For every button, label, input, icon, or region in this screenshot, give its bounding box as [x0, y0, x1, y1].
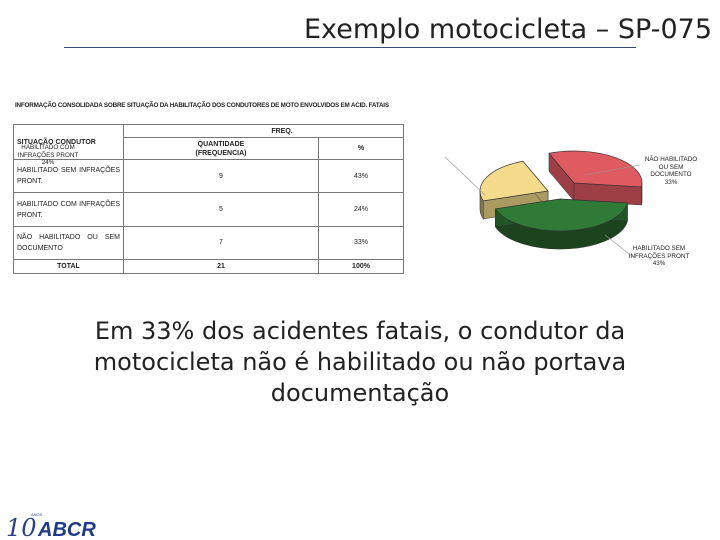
table-row	[14, 193, 404, 226]
title-divider	[64, 47, 636, 48]
logo-small-text: ANOS	[31, 512, 43, 517]
table-row	[14, 226, 404, 259]
header-freq: FREQ.	[124, 125, 404, 138]
logo-number: 10	[6, 514, 37, 540]
slide-title: Exemplo motocicleta – SP-075	[304, 14, 712, 45]
table-caption: INFORMAÇÃO CONSOLIDADA SOBRE SITUAÇÃO DA HABILITAÇÃO DOS CONDUTORES DE MOTO ENVOLVIDOS EM ACID. FATAIS	[15, 102, 389, 109]
row-percent: 43%	[319, 160, 404, 193]
total-label: TOTAL	[14, 259, 124, 273]
abcr-logo	[4, 506, 122, 540]
row-percent: 33%	[319, 226, 404, 259]
pie-label-text: NÃO HABILITADO OU SEM DOCUMENTO	[644, 156, 698, 178]
row-percent: 24%	[319, 193, 404, 226]
total-percent: 100%	[319, 259, 404, 273]
pie-label-value: 33%	[664, 178, 678, 186]
body-text: Em 33% dos acidentes fatais, o condutor da motocicleta não é habilitado ou não portava documentação	[93, 317, 627, 407]
logo-brand: ABCR	[38, 519, 96, 540]
row-label: NÃO HABILITADO OU SEM DOCUMENTO	[14, 226, 124, 259]
pie-leader-line	[445, 157, 485, 195]
pie-label-nao-habilitado	[640, 156, 702, 186]
table-total-row	[14, 259, 404, 273]
row-quantity: 9	[124, 160, 319, 193]
row-label: HABILITADO SEM INFRAÇÕES PRONT.	[14, 160, 124, 193]
pie-label-value: 24%	[41, 159, 55, 166]
header-quantity: QUANTIDADE (FREQUENCIA)	[124, 138, 319, 160]
header-percent: %	[319, 138, 404, 160]
header-situation: SITUAÇÃO CONDUTOR	[14, 125, 124, 160]
row-quantity: 7	[124, 226, 319, 259]
pie-label-sem-infracoes	[624, 245, 694, 268]
pie-label-value: 43%	[652, 260, 666, 267]
pie-label-text: HABILITADO SEM INFRAÇÕES PRONT	[628, 245, 690, 260]
row-label: HABILITADO COM INFRAÇÕES PRONT.	[14, 193, 124, 226]
pie-label-text: HABILITADO COM INFRAÇÕES PRONT	[17, 144, 79, 159]
row-quantity: 5	[124, 193, 319, 226]
pie-label-com-infracoes	[4, 144, 92, 167]
total-quantity: 21	[124, 259, 319, 273]
